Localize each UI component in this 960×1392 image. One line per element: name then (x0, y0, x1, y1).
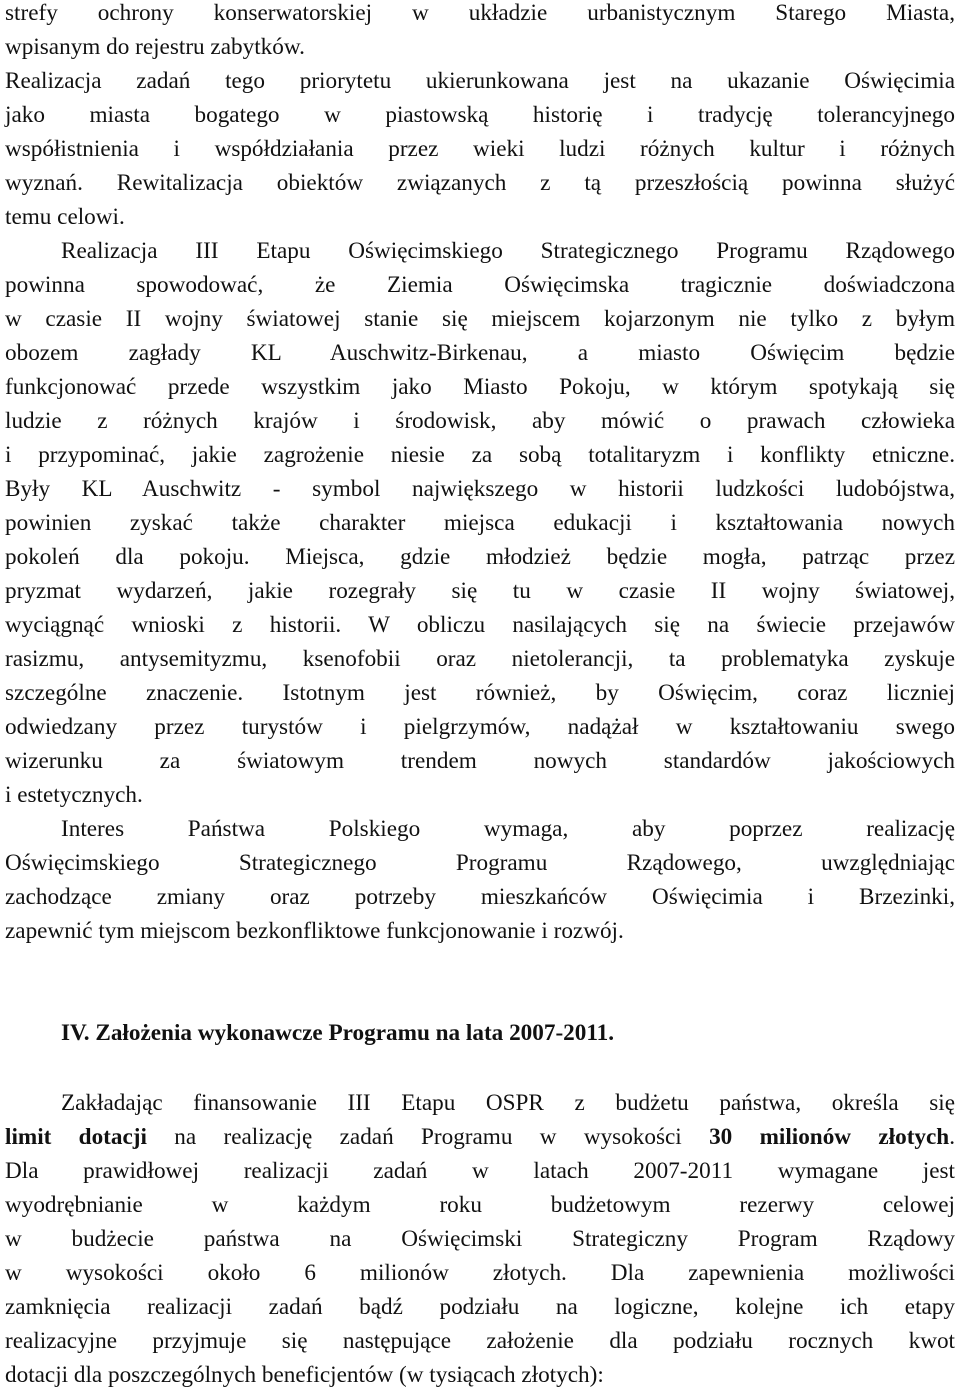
text-line: wyznań. Rewitalizacja obiektów związanych z tą przeszłością powinna służyć (5, 170, 955, 196)
text-line: powinien zyskać także charakter miejsca edukacji i kształtowania nowych (5, 510, 955, 536)
section-spacer (5, 1050, 955, 1086)
text-line: Oświęcimskiego Strategicznego Programu Rządowego, uwzględniając (5, 850, 955, 876)
text-line: Zakładając finansowanie III Etapu OSPR z budżetu państwa, określa się (61, 1090, 955, 1116)
text-line: realizacyjne przyjmuje się następujące założenie dla podziału rocznych kwot (5, 1328, 955, 1354)
text-line: wyodrębnianie w każdym roku budżetowym rezerwy celowej (5, 1192, 955, 1218)
text-line: szczególne znaczenie. Istotnym jest również, by Oświęcim, coraz liczniej (5, 680, 955, 706)
text-fragment: na realizację zadań Programu w wysokości (146, 1124, 710, 1150)
paragraph-4 (5, 812, 955, 948)
text-line: zamknięcia realizacji zadań bądź podziału na logiczne, kolejne ich etapy (5, 1294, 955, 1320)
text-line: strefy ochrony konserwatorskiej w układzie urbanistycznym Starego Miasta, (5, 0, 955, 26)
paragraph-2 (5, 64, 955, 234)
text-line: pryzmat wydarzeń, jakie rozegrały się tu w czasie II wojny światowej, (5, 578, 955, 604)
text-line: jako miasta bogatego w piastowską historię i tradycję tolerancyjnego (5, 102, 955, 128)
text-line: zapewnić tym miejscom bezkonfliktowe funkcjonowanie i rozwój. (5, 918, 624, 944)
text-line: Były KL Auschwitz - symbol największego w historii ludzkości ludobójstwa, (5, 476, 955, 502)
text-line: w budżecie państwa na Oświęcimski Strategiczny Program Rządowy (5, 1226, 955, 1252)
text-line: wyciągnąć wnioski z historii. W obliczu nasilających się na świecie przejawów (5, 612, 955, 638)
text-line: zachodzące zmiany oraz potrzeby mieszkańców Oświęcimia i Brzezinki, (5, 884, 955, 910)
text-line: rasizmu, antysemityzmu, ksenofobii oraz nietolerancji, ta problematyka zyskuje (5, 646, 955, 672)
text-line: temu celowi. (5, 204, 125, 230)
paragraph-3 (5, 234, 955, 812)
section-spacer (5, 948, 955, 1016)
text-line: Interes Państwa Polskiego wymaga, aby poprzez realizację (61, 816, 955, 842)
section-heading: IV. Założenia wykonawcze Programu na lata 2007-2011. (61, 1020, 615, 1046)
text-line: dotacji dla poszczególnych beneficjentów (w tysiącach złotych): (5, 1362, 604, 1388)
text-line: wizerunku za światowym trendem nowych standardów jakościowych (5, 748, 955, 774)
text-fragment: . (949, 1124, 955, 1150)
text-line: w wysokości około 6 milionów złotych. Dla zapewnienia możliwości (5, 1260, 955, 1286)
text-line: w czasie II wojny światowej stanie się miejscem kojarzonym nie tylko z byłym (5, 306, 955, 332)
text-line: ludzie z różnych krajów i środowisk, aby mówić o prawach człowieka (5, 408, 955, 434)
text-line: i estetycznych. (5, 782, 143, 808)
paragraph-5 (5, 1086, 955, 1392)
text-line: Dla prawidłowej realizacji zadań w latach 2007-2011 wymagane jest (5, 1158, 955, 1184)
text-line: funkcjonować przede wszystkim jako Miasto Pokoju, w którym spotykają się (5, 374, 955, 400)
bold-limit-dotacji: limit dotacji (5, 1124, 147, 1150)
text-line: wpisanym do rejestru zabytków. (5, 34, 305, 60)
text-line: odwiedzany przez turystów i pielgrzymów, nadążał w kształtowaniu swego (5, 714, 955, 740)
text-line: Realizacja III Etapu Oświęcimskiego Strategicznego Programu Rządowego (61, 238, 955, 264)
text-line: współistnienia i współdziałania przez wieki ludzi różnych kultur i różnych (5, 136, 955, 162)
paragraph-1 (5, 0, 955, 64)
text-line: i przypominać, jakie zagrożenie niesie za sobą totalitaryzm i konflikty etniczne. (5, 442, 955, 468)
text-line: pokoleń dla pokoju. Miejsca, gdzie młodzież będzie mogła, patrząc przez (5, 544, 955, 570)
text-line: Realizacja zadań tego priorytetu ukierunkowana jest na ukazanie Oświęcimia (5, 68, 955, 94)
bold-amount: 30 milionów złotych (709, 1124, 950, 1150)
text-line: powinna spowodować, że Ziemia Oświęcimska tragicznie doświadczona (5, 272, 955, 298)
text-line: obozem zagłady KL Auschwitz-Birkenau, a miasto Oświęcim będzie (5, 340, 955, 366)
text-line-with-bold (5, 1120, 955, 1154)
